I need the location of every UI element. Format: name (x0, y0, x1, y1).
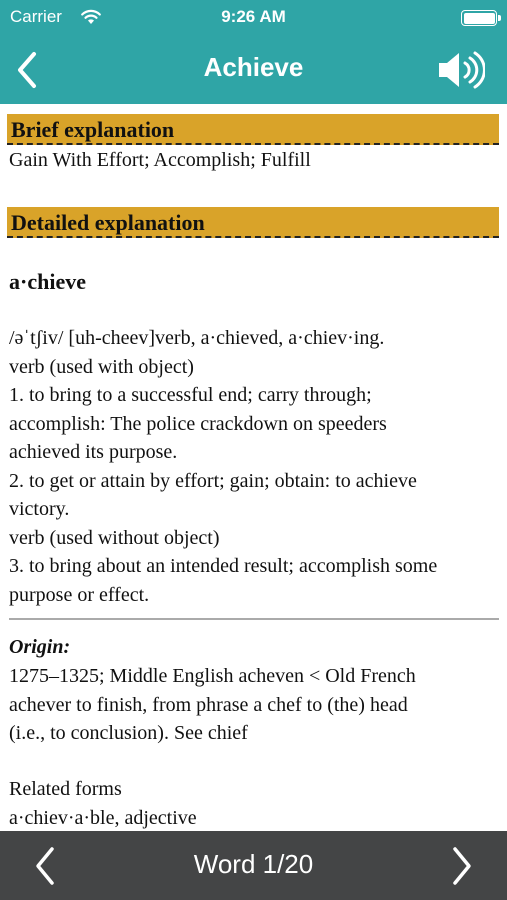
next-word-icon[interactable] (443, 843, 479, 889)
section-divider (9, 618, 499, 620)
word-counter: Word 1/20 (193, 849, 314, 879)
brief-explanation-text: Gain With Effort; Accomplish; Fulfill (9, 149, 311, 171)
top-bar (0, 0, 507, 104)
bottom-bar (0, 831, 507, 900)
speaker-icon[interactable] (435, 48, 485, 92)
definition-line: 2. to get or attain by effort; gain; obtain: to achieve (9, 469, 417, 492)
definition-line: achieved its purpose. (9, 441, 178, 463)
related-forms-block (9, 775, 499, 831)
definition-line: verb (used without object) (9, 526, 220, 549)
definition-line: 3. to bring about an intended result; accomplish some (9, 555, 438, 577)
status-time: 9:26 AM (221, 7, 286, 26)
definition-line: verb (used with object) (9, 355, 194, 378)
origin-line: achever to finish, from phrase a chef to (the) head (9, 693, 408, 716)
definition-block (9, 324, 499, 609)
related-forms-heading: Related forms (9, 778, 122, 800)
headword: a·chieve (9, 269, 86, 294)
origin-label: Origin: (9, 636, 71, 658)
related-form-line: a·chiev·a·ble, adjective (9, 806, 197, 829)
detailed-explanation-heading: Detailed explanation (7, 207, 499, 238)
nav-bar (0, 34, 507, 104)
origin-line: (i.e., to conclusion). See chief (9, 722, 248, 744)
definition-line: victory. (9, 498, 70, 520)
carrier-label: Carrier (10, 7, 62, 26)
origin-line: 1275–1325; Middle English acheven < Old French (9, 665, 416, 687)
definition-line: 1. to bring to a successful end; carry through; (9, 384, 372, 406)
origin-block (9, 662, 499, 748)
definition-line: accomplish: The police crackdown on speeders (9, 412, 387, 435)
definition-line: /əˈtʃiv/ [uh-cheev]verb, a·chieved, a·chiev·ing. (9, 327, 385, 349)
status-bar (0, 0, 507, 34)
page-title: Achieve (203, 52, 304, 82)
definition-content[interactable] (0, 104, 507, 831)
brief-explanation-heading: Brief explanation (7, 114, 499, 145)
definition-line: purpose or effect. (9, 583, 150, 606)
battery-icon (461, 10, 497, 26)
